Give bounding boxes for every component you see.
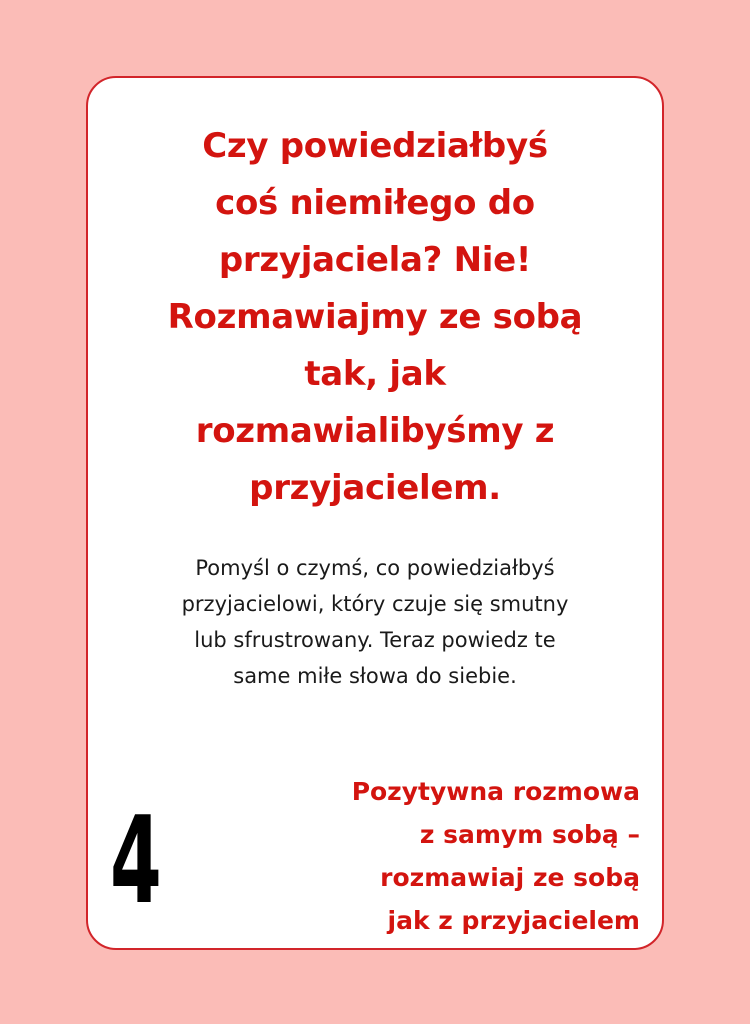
card-caption	[352, 770, 640, 942]
headline-line: coś niemiłego do	[215, 183, 535, 223]
body-line: same miłe słowa do siebie.	[233, 664, 517, 688]
card-headline	[128, 118, 622, 517]
headline-line: tak, jak	[304, 354, 446, 394]
body-line: przyjacielowi, który czuje się smutny	[181, 592, 569, 616]
headline-line: Czy powiedziałbyś	[202, 126, 548, 166]
caption-line: z samym sobą –	[419, 820, 640, 849]
headline-line: rozmawialibyśmy z	[195, 411, 555, 451]
card-number: 4	[110, 792, 162, 931]
caption-line: rozmawiaj ze sobą	[380, 863, 640, 892]
headline-line: przyjacielem.	[249, 468, 501, 508]
card-body-text	[138, 550, 612, 694]
headline-line: Rozmawiajmy ze sobą	[167, 297, 583, 337]
card	[86, 76, 664, 950]
body-line: Pomyśl o czymś, co powiedziałbyś	[195, 556, 555, 580]
headline-line: przyjaciela? Nie!	[218, 240, 532, 280]
caption-line: jak z przyjacielem	[387, 906, 640, 935]
body-line: lub sfrustrowany. Teraz powiedz te	[194, 628, 556, 652]
caption-line: Pozytywna rozmowa	[351, 777, 640, 806]
